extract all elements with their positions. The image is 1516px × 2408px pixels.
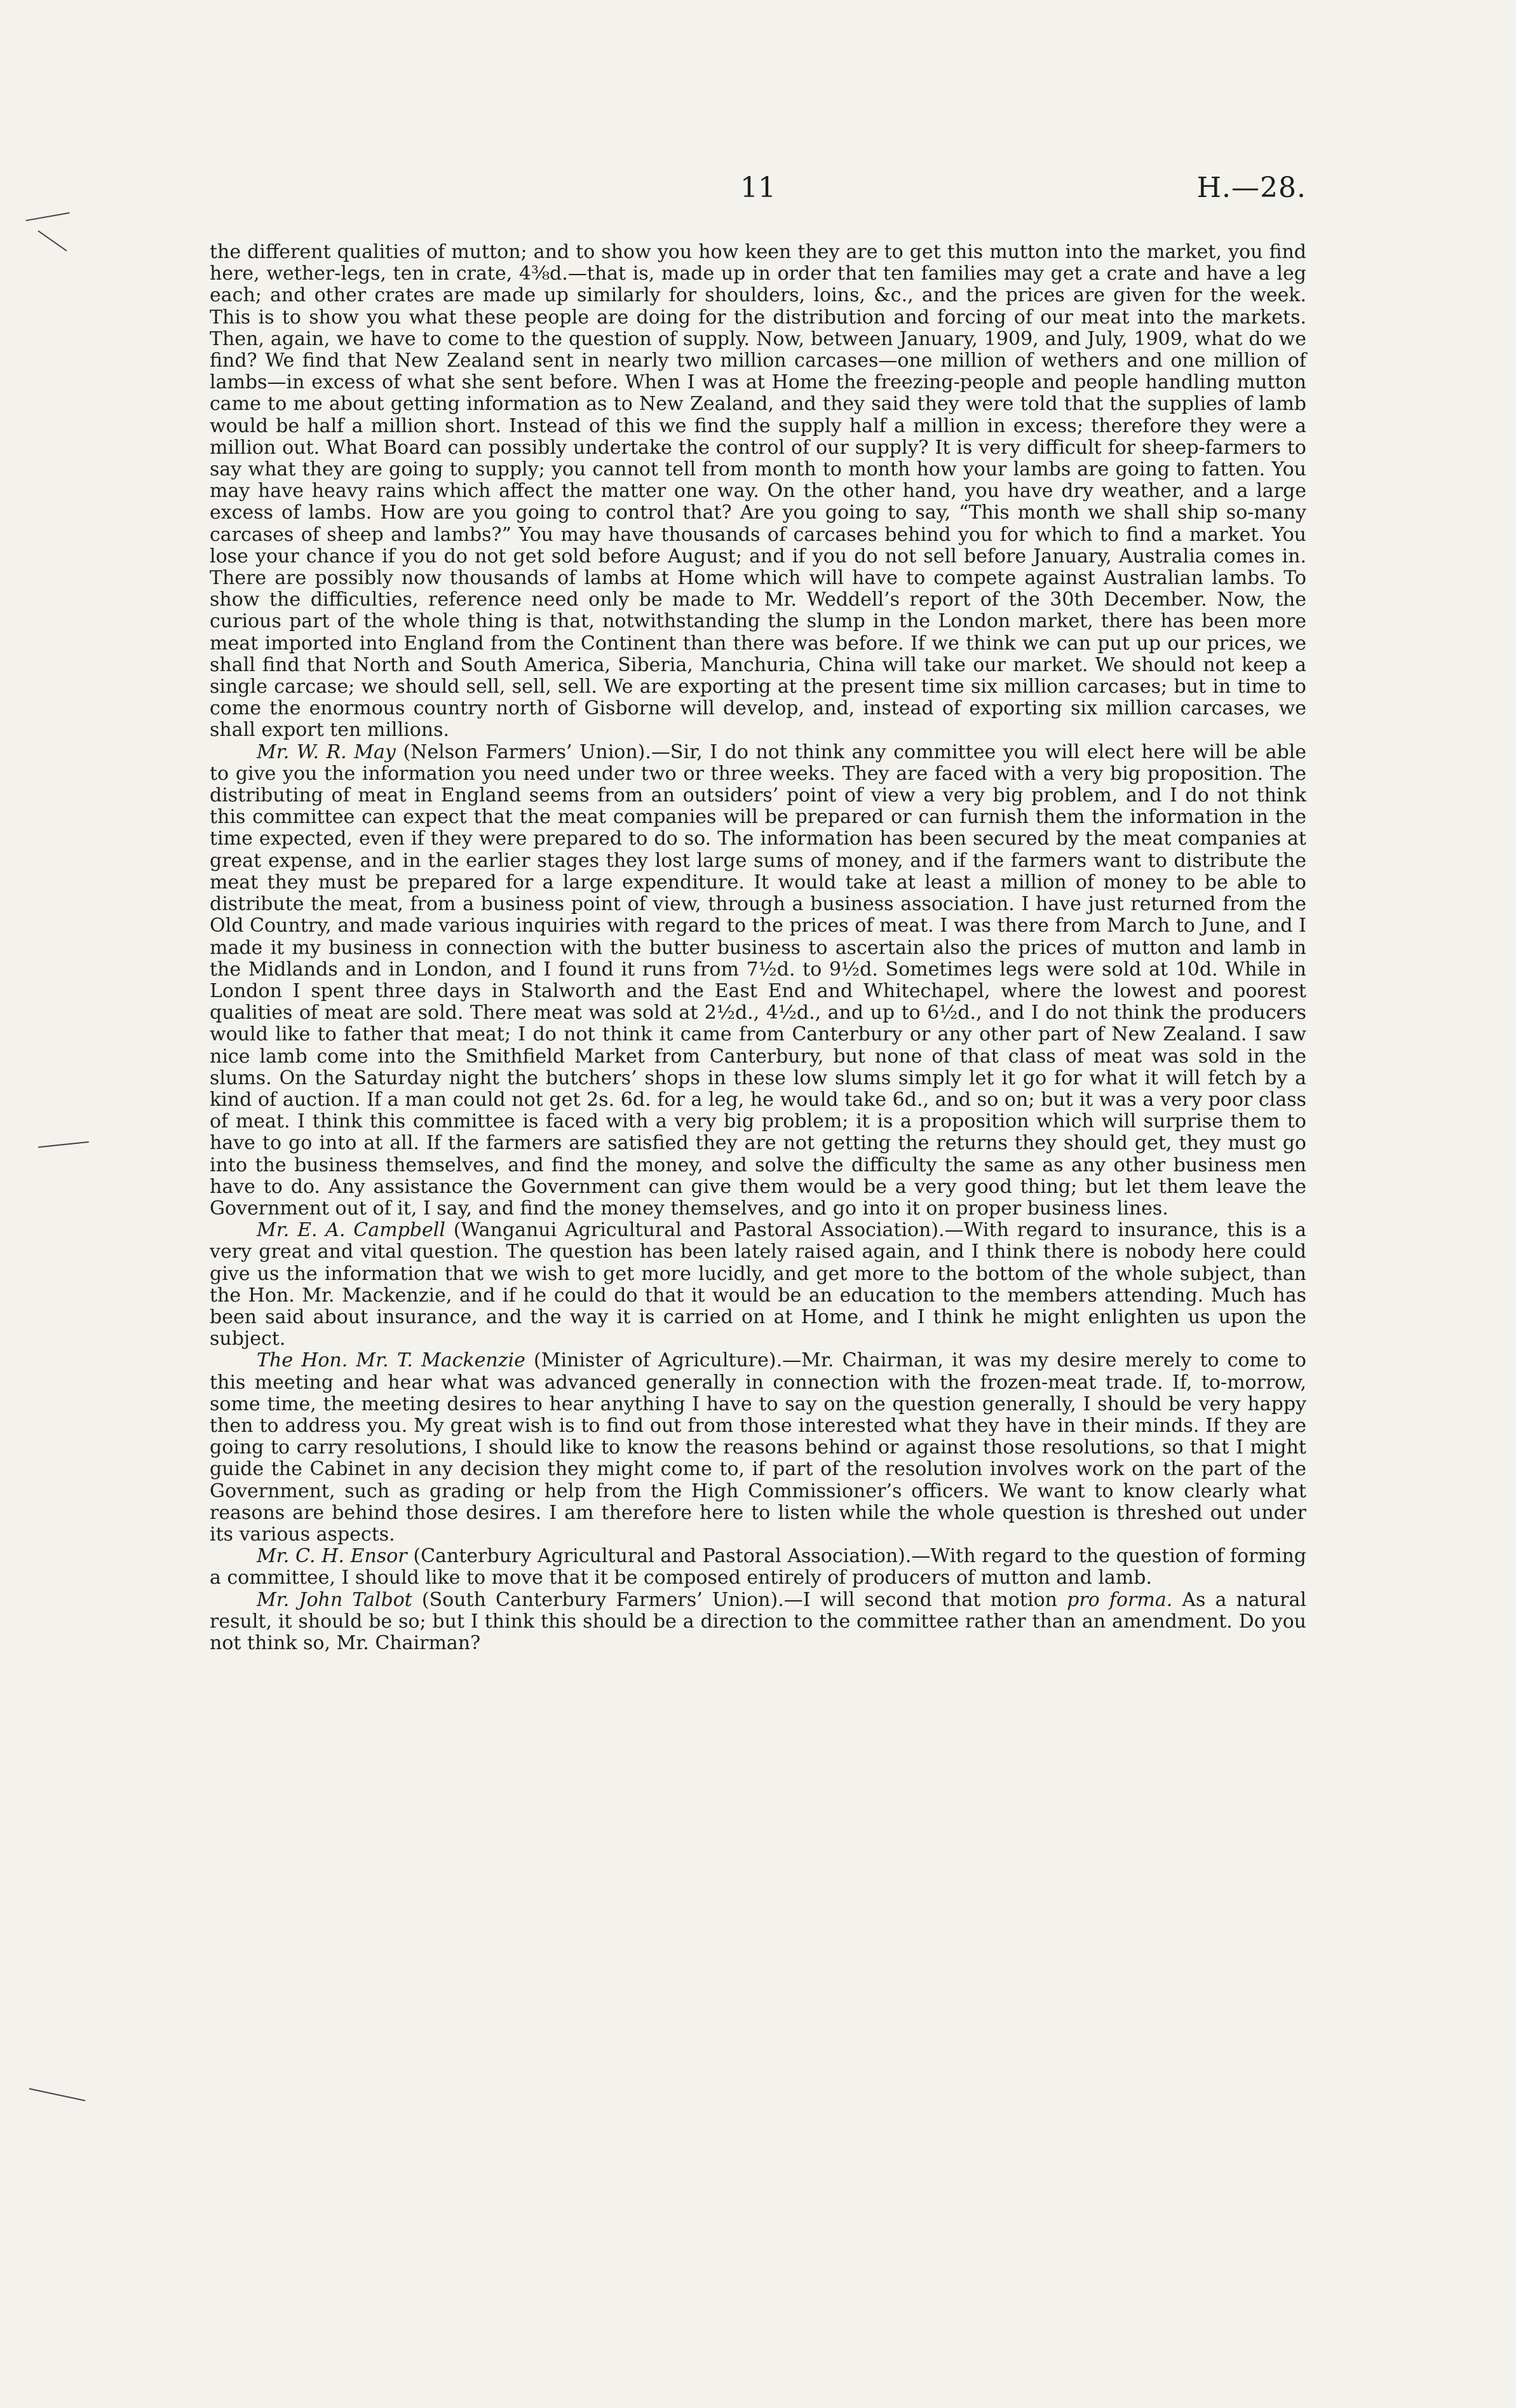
margin-mark [25,212,69,221]
document-body [210,241,1306,1654]
speaker-name: The Hon. Mr. T. Mackenzie [257,1349,525,1372]
speaker-name: Mr. John Talbot [257,1588,412,1611]
document-reference: H.—28. [1196,172,1306,204]
paragraph-campbell [210,1220,1306,1350]
margin-mark [37,230,67,251]
paragraph-may [210,742,1306,1220]
paragraph-text: (Nelson Farmers’ Union).—Sir, I do not think any committee you will elect here will be able to give you the information you need under two or three weeks. They are faced with a very big proposition. The distributing of meat in England seems from an outsiders’ point of view a very big problem, and I do not think this committee can expect that the meat companies will be prepared or can furnish them the information in the time expected, even if they were prepared to do so. The information has been secured by the meat companies at great expense, and in the earlier stages they lost large sums of money, and if the farmers want to distribute the meat they must be prepared for a large expenditure. It would take at least a million of money to be able to distribute the meat, from a business point of view, through a business association. I have just returned from the Old Country, and made various inquiries with regard to the prices of meat. I was there from March to June, and I made it my business in connection with the butter business to ascertain also the prices of mutton and lamb in the Midlands and in London, and I found it runs from 7½d. to 9½d. Sometimes legs were sold at 10d. While in London I spent three days in Stalworth and the East End and Whitechapel, where the lowest and poorest qualities of meat are sold. There meat was sold at 2½d., 4½d., and up to 6½d., and I do not think the producers would like to father that meat; I do not think it came from Canterbury or any other part of New Zealand. I saw nice lamb come into the Smithfield Market from Canterbury, but none of that class of meat was sold in the slums. On the Saturday night the butchers’ shops in these low slums simply let it go for what it will fetch by a kind of auction. If a man could not get 2s. 6d. for a leg, he would take 6d., and so on; but it was a very poor class of meat. I think this committee is faced with a very big problem; it is a proposition which will surprise them to have to go into at all. If the farmers are satisfied they are not getting the returns they should get, they must go into the business themselves, and find the money, and solve the difficulty the same as any other business men have to do. Any assistance the Government can give them would be a very good thing; but let them leave the Government out of it, I say, and find the money themselves, and go into it on proper business lines. [210,740,1307,1220]
emphasis-text: pro forma. [1067,1588,1173,1611]
margin-mark [29,2088,85,2102]
paragraph-text: (South Canterbury Farmers’ Union).—I will second that motion [412,1588,1067,1611]
speaker-name: Mr. W. R. May [257,740,396,763]
paragraph-text: (Minister of Agriculture).—Mr. Chairman, it was my desire merely to come to this meeting and hear what was advanced generally in connection with the frozen-meat trade. If, to-morrow, some time, the meeting desires to hear anything I have to say on the question generally, I should be very happy then to address you. My great wish is to find out from those interested what they have in their minds. If they are going to carry resolutions, I should like to know the reasons behind or against those resolutions, so that I might guide the Cabinet in any decision they might come to, if part of the resolution involves work on the part of the Government, such as grading or help from the High Commissioner’s officers. We want to know clearly what reasons are behind those desires. I am therefore here to listen while the whole question is threshed out under its various aspects. [210,1349,1306,1546]
page-header [210,172,1306,216]
speaker-name: Mr. C. H. Ensor [257,1545,407,1568]
page-number: 11 [740,172,776,204]
paragraph-talbot [210,1589,1306,1655]
paragraph-ensor [210,1546,1306,1589]
paragraph-text: (Canterbury Agricultural and Pastoral Association).—With regard to the question of forming a committee, I should like to move that it be composed entirely of producers of mutton and lamb. [210,1545,1306,1589]
margin-mark [38,1141,89,1148]
paragraph-text: the different qualities of mutton; and to show you how keen they are to get this mutton into the market, you find here, wether-legs, ten in crate, 4⅜d.—that is, made up in order that ten families may get a crate and have a leg each; and other crates are made up similarly for shoulders, loins, &c., and the prices are given for the week. This is to show you what these people are doing for the distribution and forcing of our meat into the markets. Then, again, we have to come to the question of supply. Now, between January, 1909, and July, 1909, what do we find? We find that New Zealand sent in nearly two million carcases—one million of wethers and one million of lambs—in excess of what she sent before. When I was at Home the freezing-people and people handling mutton came to me about getting information as to New Zealand, and they said they were told that the supplies of lamb would be half a million short. Instead of this we find the supply half a million in excess; therefore they were a million out. What Board can possibly undertake the control of our supply? It is very difficult for sheep-farmers to say what they are going to supply; you cannot tell from month to month how your lambs are going to fatten. You may have heavy rains which affect the matter one way. On the other hand, you have dry weather, and a large excess of lambs. How are you going to control that? Are you going to say, “This month we shall ship so-many carcases of sheep and lambs?” You may have thousands of carcases behind you for which to find a market. You lose your chance if you do not get sold before August; and if you do not sell before January, Australia comes in. There are possibly now thousands of lambs at Home which will have to compete against Australian lambs. To show the difficulties, reference need only be made to Mr. Weddell’s report of the 30th December. Now, the curious part of the whole thing is that, notwithstanding the slump in the London market, there has been more meat imported into England from the Continent than there was before. If we think we can put up our prices, we shall find that North and South America, Siberia, Manchuria, China will take our market. We should not keep a single carcase; we should sell, sell, sell. We are exporting at the present time six million carcases; but in time to come the enormous country north of Gisborne will develop, and, instead of exporting six million carcases, we shall export ten millions. [210,241,1306,742]
paragraph-continuation [210,241,1306,742]
paragraph-mackenzie [210,1350,1306,1546]
speaker-name: Mr. E. A. Campbell [257,1219,445,1242]
paragraph-text: (Wanganui Agricultural and Pastoral Association).—With regard to insurance, this is a very great and vital question. The question has been lately raised again, and I think there is nobody here could give us the information that we wish to get more lucidly, and get more to the bottom of the whole subject, than the Hon. Mr. Mackenzie, and if he could do that it would be an education to the members attending. Much has been said about insurance, and the way it is carried on at Home, and I think he might enlighten us upon the subject. [210,1219,1306,1350]
paragraph-text-tail: As a natural result, it should be so; but I think this should be a direction to the committee rather than an amendment. Do you not think so, Mr. Chairman? [210,1588,1306,1654]
